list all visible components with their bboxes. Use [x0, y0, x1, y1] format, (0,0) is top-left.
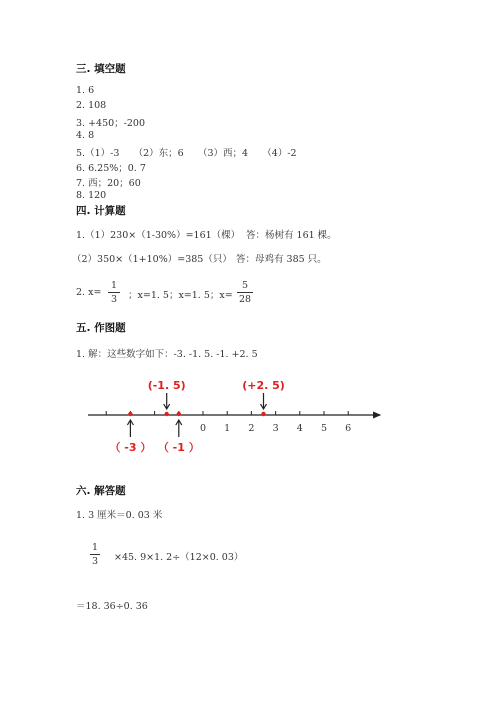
answer-line: 2. 108: [76, 100, 107, 111]
number-line-point: [261, 412, 265, 416]
drawing-answer-line: 1. 解：这些数字如下：-3. -1. 5. -1. +2. 5: [76, 349, 258, 360]
fraction-numerator: 5: [241, 280, 249, 291]
fraction-numerator: 1: [91, 542, 99, 553]
calc-line: 1.（1）230×（1-30%）=161（棵）: [76, 230, 241, 241]
section-3-title: 三. 填空题: [76, 63, 126, 75]
fraction: [237, 280, 253, 305]
number-line-tick-label: 1: [224, 423, 231, 434]
number-line-point: [128, 412, 132, 416]
number-line-tick-label: 2: [248, 423, 255, 434]
section-5-title: 五. 作图题: [76, 322, 126, 334]
answer-line: 4. 8: [76, 130, 95, 141]
fraction: [90, 542, 100, 567]
number-line-tick-label: 6: [345, 423, 352, 434]
number-line-arrow: [261, 393, 267, 409]
fraction-numerator: 1: [110, 280, 118, 291]
calc-line: （2）350×（1+10%）=385（只）: [72, 254, 232, 265]
number-line-tick-label: 3: [272, 423, 279, 434]
fraction-denominator: 3: [110, 294, 118, 305]
answer-line: 8. 120: [76, 190, 107, 201]
answer-line: 1. 6: [76, 85, 95, 96]
number-line-point-label: （ -1 ）: [157, 441, 200, 454]
answer-line: 7. 西；20；60: [76, 178, 141, 189]
number-line-tick-label: 0: [199, 423, 207, 434]
number-line-tick-label: 4: [296, 423, 303, 434]
section-4-title: 四. 计算题: [76, 205, 126, 217]
solution-expression: ×45. 9×1. 2÷（12×0. 03）: [114, 552, 244, 563]
number-line-arrow: [127, 420, 133, 437]
fraction-denominator: 3: [91, 556, 99, 567]
number-line: [0, 380, 500, 470]
equation-prefix: 2. x=: [76, 287, 102, 298]
answer-line: 3. +450；-200: [76, 118, 146, 129]
number-line-point-label: (-1. 5): [147, 380, 186, 392]
number-line-arrow: [176, 420, 182, 437]
number-line-arrow: [164, 393, 170, 409]
answer-line: 6. 6.25%；0. 7: [76, 163, 146, 174]
calc-answer: 答：杨树有 161 棵。: [246, 230, 337, 241]
number-line-point-label: (+2. 5): [242, 380, 285, 392]
number-line-tick-label: 5: [320, 423, 328, 434]
solution-line: ＝18. 36÷0. 36: [76, 601, 148, 612]
number-line-point: [165, 412, 169, 416]
answer-line: 5.（1）-3 （2）东；6 （3）西；4 （4）-2: [76, 148, 297, 159]
section-6-title: 六. 解答题: [76, 485, 126, 497]
number-line-point: [177, 412, 181, 416]
number-line-point-label: （ -3 ）: [109, 441, 152, 454]
calc-answer: 答：母鸡有 385 只。: [236, 254, 327, 265]
fraction: [108, 280, 120, 305]
solution-line: 1. 3 厘米＝0. 03 米: [76, 510, 163, 521]
fraction-denominator: 28: [238, 294, 252, 305]
equation-middle: ；x=1. 5；x=1. 5；x=: [128, 290, 233, 301]
